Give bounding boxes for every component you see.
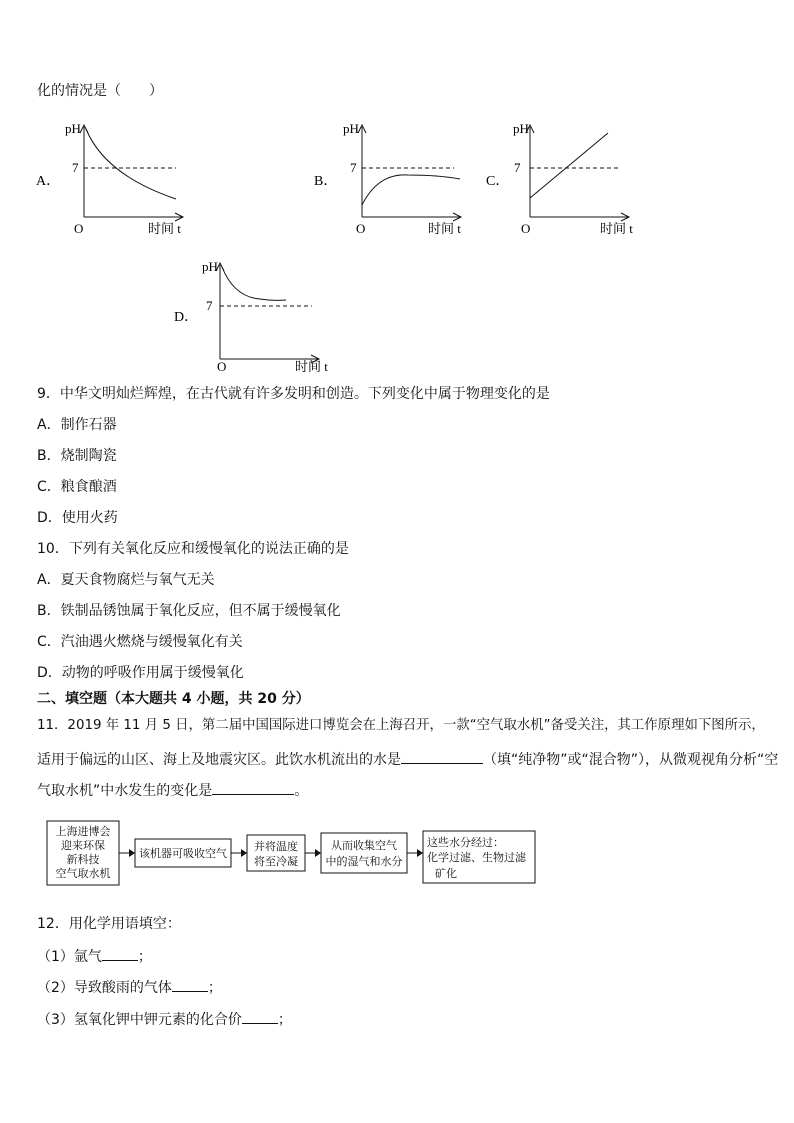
q9-option-b: B．烧制陶瓷: [37, 448, 117, 464]
q12-item-3-prefix: （3）氢氧化钾中钾元素的化合价: [37, 1012, 242, 1028]
flow-box-1-line-4: 空气取水机: [55, 868, 111, 880]
graph-c-option: C．: [486, 174, 510, 189]
q8-stem-tail: 化的情况是（ ）: [37, 83, 163, 99]
q12-item-3: [37, 1009, 292, 1029]
flow-box-5-line-1: 这些水分经过：: [427, 837, 504, 849]
q10-option-c: C．汽油遇火燃烧与缓慢氧化有关: [37, 634, 243, 650]
graph-d-origin: O: [217, 359, 227, 374]
graph-a: [30, 115, 190, 240]
q9-option-d: D．使用火药: [37, 510, 118, 526]
q12-blank-2[interactable]: [172, 977, 208, 992]
graph-c-ylabel: pH: [513, 121, 529, 136]
graph-d-curve: [222, 267, 286, 300]
q10-option-d: D．动物的呼吸作用属于缓慢氧化: [37, 665, 244, 681]
graph-a-curve: [86, 129, 176, 199]
q9-stem: 9．中华文明灿烂辉煌，在古代就有许多发明和创造。下列变化中属于物理变化的是: [37, 386, 550, 402]
q10-stem: 10．下列有关氧化反应和缓慢氧化的说法正确的是: [37, 541, 349, 557]
flow-arrow-3: [315, 849, 321, 857]
q11-line2-a: 适用于偏远的山区、海上及地震灾区。此饮水机流出的水是: [37, 752, 401, 768]
q11-blank-1[interactable]: [401, 749, 483, 764]
q12-item-2-prefix: （2）导致酸雨的气体: [37, 980, 172, 996]
q12-item-1: [37, 946, 152, 966]
graph-c-curve: [530, 133, 608, 198]
flow-box-5-line-2: 化学过滤、生物过滤: [427, 852, 526, 864]
flow-box-2-line-1: 该机器可吸收空气: [139, 848, 227, 860]
flow-box-4-line-1: 从而收集空气: [331, 840, 397, 852]
flow-diagram: [43, 817, 543, 892]
graph-d-ylabel: pH: [202, 259, 218, 274]
q11-line1: 11．2019 年 11 月 5 日，第二届中国国际进口博览会在上海召开，一款“空气取水机”备受关注，其工作原理如下图所示，: [37, 718, 765, 733]
q9-option-c: C．粮食酿酒: [37, 479, 117, 495]
flow-arrow-1: [129, 849, 135, 857]
flow-box-1-line-3: 新科技: [66, 854, 100, 866]
graph-a-ref: 7: [72, 160, 79, 175]
q12-stem: 12．用化学用语填空：: [37, 916, 181, 932]
graph-d-xlabel: 时间 t: [295, 359, 328, 374]
graph-b-xlabel: 时间 t: [428, 221, 461, 236]
graph-c-origin: O: [521, 221, 531, 236]
q10-option-a: A．夏天食物腐烂与氧气无关: [37, 572, 215, 588]
q12-item-3-suffix: ；: [277, 1012, 292, 1028]
graph-b-ref: 7: [350, 160, 357, 175]
flow-arrow-2: [241, 849, 247, 857]
graph-a-option: A．: [36, 174, 61, 189]
graph-c: [484, 115, 644, 240]
graph-b-ylabel: pH: [343, 121, 359, 136]
graph-d-option: D．: [174, 310, 199, 325]
q9-option-a: A．制作石器: [37, 417, 117, 433]
q12-item-1-prefix: （1）氩气: [37, 949, 102, 965]
graph-b-curve: [362, 175, 460, 205]
flow-box-1-line-1: 上海进博会: [55, 826, 111, 838]
q12-item-2: [37, 977, 222, 997]
graph-d-ref: 7: [206, 298, 213, 313]
section-heading: 二、填空题（本大题共 4 小题，共 20 分）: [37, 691, 310, 707]
q11-line2-b: （填“纯净物”或“混合物”），从微观视角分析“空: [483, 752, 779, 768]
q11-line3-a: 气取水机”中水发生的变化是: [37, 783, 213, 799]
flow-box-5-line-3: 矿化: [435, 868, 457, 880]
graph-a-origin: O: [74, 221, 84, 236]
q12-blank-3[interactable]: [242, 1009, 278, 1024]
flow-arrow-4: [417, 849, 423, 857]
flow-box-1-line-2: 迎来环保: [61, 840, 105, 852]
graph-c-ref: 7: [514, 160, 521, 175]
graph-b: [308, 115, 473, 240]
flow-box-3-line-1: 并将温度: [254, 841, 298, 853]
q12-blank-1[interactable]: [102, 946, 138, 961]
graph-b-origin: O: [356, 221, 366, 236]
graph-c-xlabel: 时间 t: [600, 221, 633, 236]
flow-box-4-line-2: 中的湿气和水分: [325, 856, 403, 868]
graph-a-xlabel: 时间 t: [148, 221, 181, 236]
graph-d: [168, 253, 343, 378]
graph-b-option: B．: [314, 174, 338, 189]
q11-line3: [37, 780, 308, 800]
q11-line2: [37, 749, 778, 769]
q11-blank-2[interactable]: [212, 780, 294, 795]
flow-box-3-line-2: 将至冷凝: [254, 856, 298, 868]
q11-line3-b: 。: [294, 783, 309, 799]
q10-option-b: B．铁制品锈蚀属于氧化反应，但不属于缓慢氧化: [37, 603, 341, 619]
q12-item-2-suffix: ；: [207, 980, 222, 996]
graph-a-ylabel: pH: [65, 121, 81, 136]
q12-item-1-suffix: ；: [137, 949, 152, 965]
